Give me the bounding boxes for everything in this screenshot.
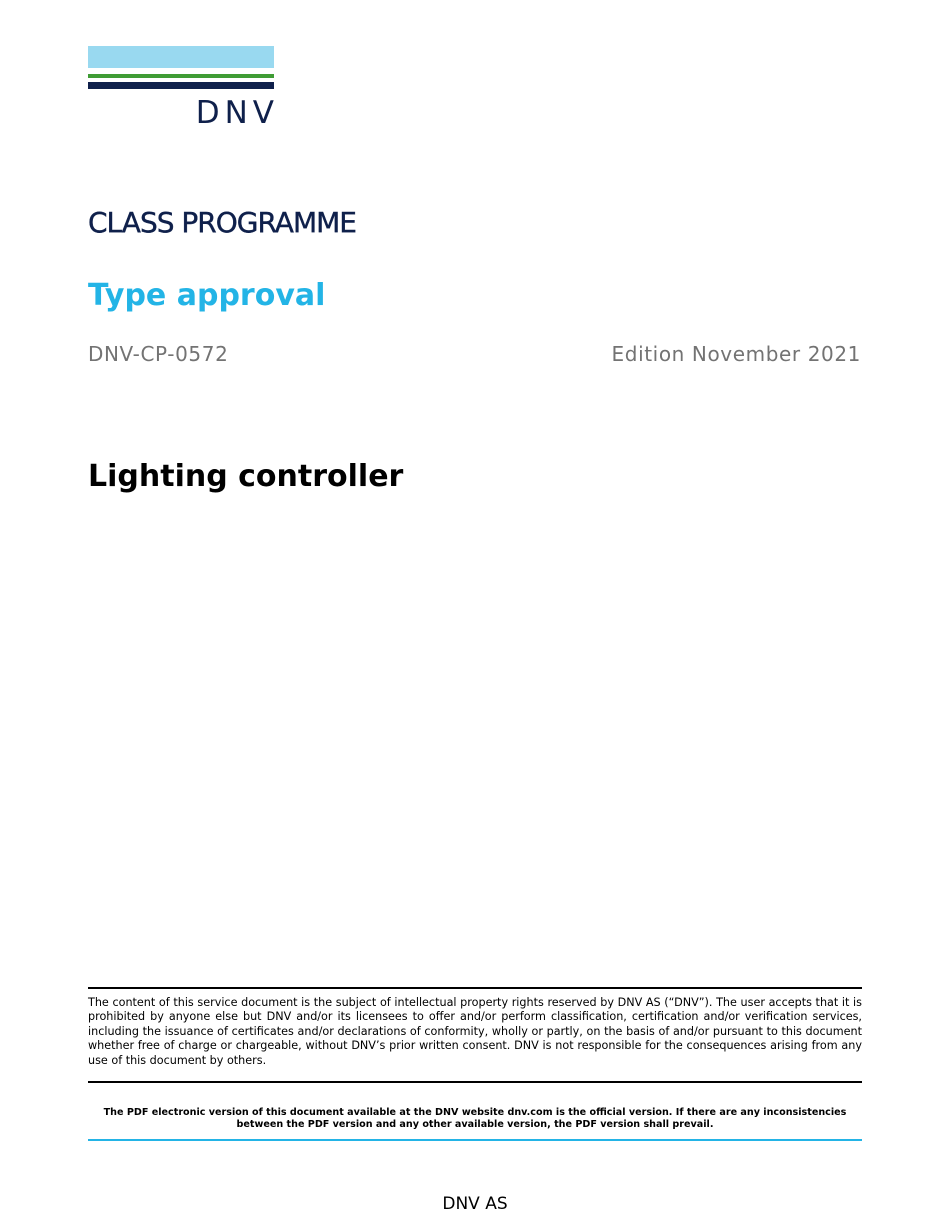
publisher-name: DNV AS: [442, 1194, 508, 1214]
divider-middle: [88, 1081, 862, 1083]
logo-wordmark: DNV: [195, 95, 279, 131]
official-version-note: The PDF electronic version of this document available at the DNV website dnv.com is the official version. If there are any inconsistencies between the PDF version and any other available version, the PDF version shall prevail.: [103, 1107, 847, 1131]
document-type: CLASS PROGRAMME: [88, 206, 356, 239]
document-subject: Type approval: [88, 278, 326, 313]
divider-bottom: [88, 1139, 862, 1141]
divider-top: [88, 987, 862, 989]
logo-navy-bar: [88, 82, 274, 89]
logo-sky-bar: [88, 46, 274, 68]
logo-green-bar: [88, 74, 274, 78]
document-title: Lighting controller: [88, 459, 404, 494]
document-edition: Edition November 2021: [611, 342, 861, 366]
copyright-disclaimer: The content of this service document is the subject of intellectual property rights reserved by DNV AS (“DNV”). The user accepts that it is prohibited by anyone else but DNV and/or its licensees to offer and/or perform classification, certification and/or verification services, including the issuance of certificates and/or declarations of conformity, wholly or partly, on the basis of and/or pursuant to this document whether free of charge or chargeable, without DNV’s prior written consent. DNV is not responsible for the consequences arising from any use of this document by others.: [88, 996, 862, 1067]
dnv-logo: [88, 46, 279, 131]
document-code: DNV-CP-0572: [88, 342, 229, 366]
